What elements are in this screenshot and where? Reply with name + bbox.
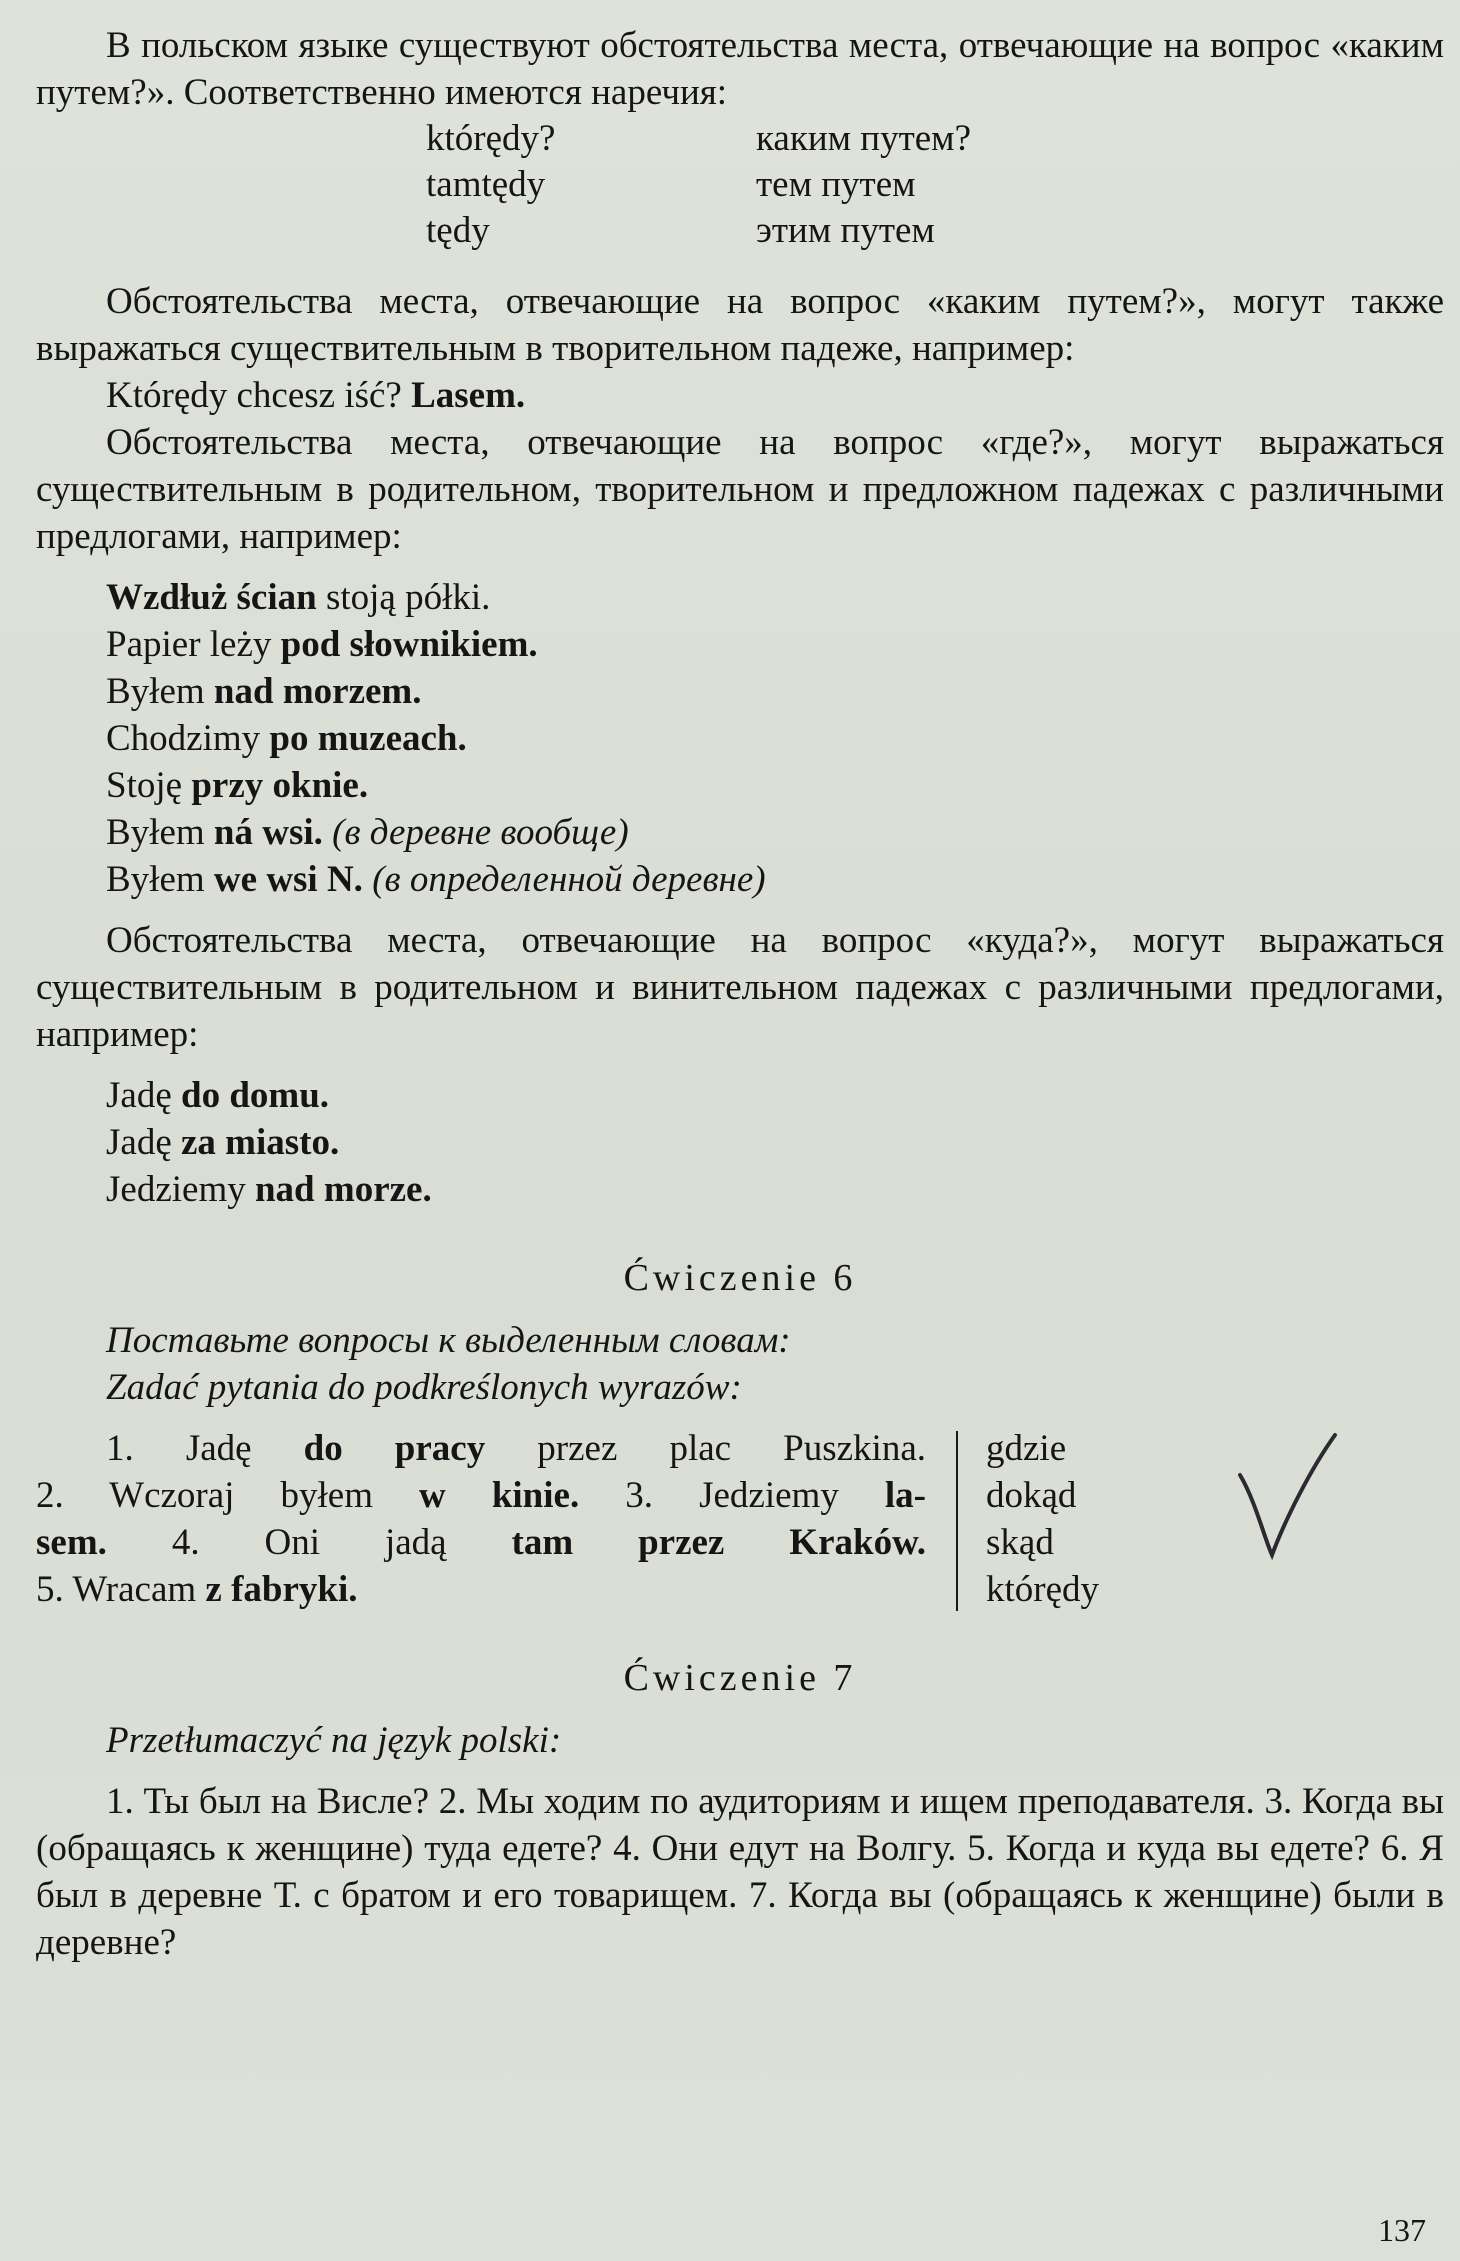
exercise-6-bold-word: do pracy [303, 1428, 486, 1469]
question-words [986, 1425, 1099, 1613]
example-text: Jadę [106, 1122, 181, 1163]
exercise-6-bold-word: la- [884, 1475, 926, 1516]
example-bold: ná wsi. [213, 812, 323, 853]
example-line [106, 809, 1444, 856]
exercise-6-bold-word: tam przez Kraków. [511, 1522, 926, 1563]
exercise-6-text: 1. Jadę [106, 1428, 304, 1469]
exercise-6-title: Ćwiczenie 6 [623, 1257, 857, 1299]
example-line [106, 574, 1444, 621]
example-line [106, 762, 1444, 809]
page-number: 137 [1378, 2212, 1426, 2248]
adverb-table [426, 116, 971, 254]
example-bold: Lasem. [411, 375, 526, 416]
exercise-6-text: 3. Jedziemy [579, 1475, 885, 1516]
example-bold: nad morze. [254, 1169, 432, 1210]
example-text: Byłem [106, 859, 214, 900]
exercise-6-bold-word: w kinie. [419, 1475, 580, 1516]
example-text: Stoję [106, 765, 192, 806]
question-word: dokąd [986, 1475, 1077, 1516]
example-text: Jedziemy [106, 1169, 255, 1210]
example-line [106, 1072, 1444, 1119]
example-text: Chodzimy [106, 718, 270, 759]
exercise-6-text: 4. Oni jadą [106, 1522, 512, 1563]
kuda-examples [36, 1072, 1444, 1213]
paragraph-kuda: Обстоятельства места, отвечающие на вопрос «куда?», могут выражаться существительным в родительном и винительном падежах с различными предлогами, например: [36, 920, 1444, 1055]
example-text: Jadę [106, 1075, 181, 1116]
exercise-6-bold-word: sem. [36, 1522, 107, 1563]
example-bold: Wzdłuż ścian [106, 577, 317, 618]
exercise-6-line [36, 1566, 926, 1613]
example-bold: we wsi N. [213, 859, 363, 900]
adverb-polish: tędy [426, 210, 490, 251]
intro-paragraph-2: Обстоятельства места, отвечающие на вопрос «каким путем?», могут также выражаться существительным в творительном падеже, например: [36, 281, 1444, 369]
example-note: (в деревне вообще) [332, 812, 629, 853]
intro-paragraph-3: Обстоятельства места, отвечающие на вопрос «где?», могут выражаться существительным в родительном, творительном и предложном падежах с различными предлогами, например: [36, 422, 1444, 557]
example-lasem [106, 372, 1444, 419]
example-bold: do domu. [181, 1075, 330, 1116]
example-line [106, 668, 1444, 715]
gdzie-examples [36, 574, 1444, 903]
example-bold: po muzeach. [269, 718, 467, 759]
example-line [106, 715, 1444, 762]
exercise-6-line [36, 1519, 926, 1566]
example-note: (в определенной деревне) [372, 859, 766, 900]
example-bold: pod słownikiem. [280, 624, 538, 665]
exercise-7-instruction: Przetłumaczyć na język polski: [106, 1720, 562, 1761]
example-bold: za miasto. [181, 1122, 340, 1163]
example-line [106, 1166, 1444, 1213]
example-bold: nad morzem. [213, 671, 422, 712]
example-text: Którędy chcesz iść? [106, 375, 412, 416]
exercise-7-text: 1. Ты был на Висле? 2. Мы ходим по аудиториям и ищем преподавателя. 3. Когда вы (обращаясь к женщине) туда едете? 4. Они едут на Волгу. 5. Когда и куда вы едете? 6. Я был в деревне Т. с братом и его товарищем. 7. Когда вы (обращаясь к женщине) были в деревне? [36, 1781, 1444, 1963]
adverb-row [426, 208, 971, 254]
example-text: stoją półki. [316, 577, 491, 618]
example-bold: przy oknie. [191, 765, 369, 806]
example-text: Papier leży [106, 624, 281, 665]
exercise-6-text: przez plac Puszkina. [485, 1428, 926, 1469]
adverb-russian: этим путем [756, 210, 935, 251]
example-text: Byłem [106, 812, 214, 853]
exercise-6-text: 2. Wczoraj byłem [36, 1475, 420, 1516]
question-word: skąd [986, 1522, 1054, 1563]
handwritten-checkmark-icon [1230, 1430, 1340, 1560]
exercise-6-instruction-ru: Поставьте вопросы к выделенным словам: [106, 1320, 791, 1361]
exercise-6-line [36, 1472, 926, 1519]
exercise-6-bold-word: z fabryki. [205, 1569, 358, 1610]
adverb-russian: каким путем? [756, 118, 972, 159]
exercise-6-sentences [36, 1425, 926, 1613]
adverb-row [426, 116, 971, 162]
page-text [36, 22, 1444, 1966]
exercise-7-title: Ćwiczenie 7 [623, 1657, 857, 1699]
exercise-6-line [36, 1425, 926, 1472]
adverb-polish: tamtędy [426, 164, 546, 205]
example-line [106, 621, 1444, 668]
exercise-6-instruction-pl: Zadać pytania do podkreślonych wyrazów: [106, 1367, 742, 1408]
example-line [106, 856, 1444, 903]
adverb-polish: którędy? [426, 118, 556, 159]
example-line [106, 1119, 1444, 1166]
question-word: gdzie [986, 1428, 1067, 1469]
question-word: którędy [986, 1569, 1100, 1610]
example-text: Byłem [106, 671, 214, 712]
vertical-divider [956, 1431, 958, 1611]
adverb-row [426, 162, 971, 208]
intro-paragraph-1: В польском языке существуют обстоятельства места, отвечающие на вопрос «каким путем?». Соответственно имеются наречия: [36, 25, 1444, 113]
exercise-6-text: 5. Wracam [36, 1569, 206, 1610]
adverb-russian: тем путем [756, 164, 916, 205]
